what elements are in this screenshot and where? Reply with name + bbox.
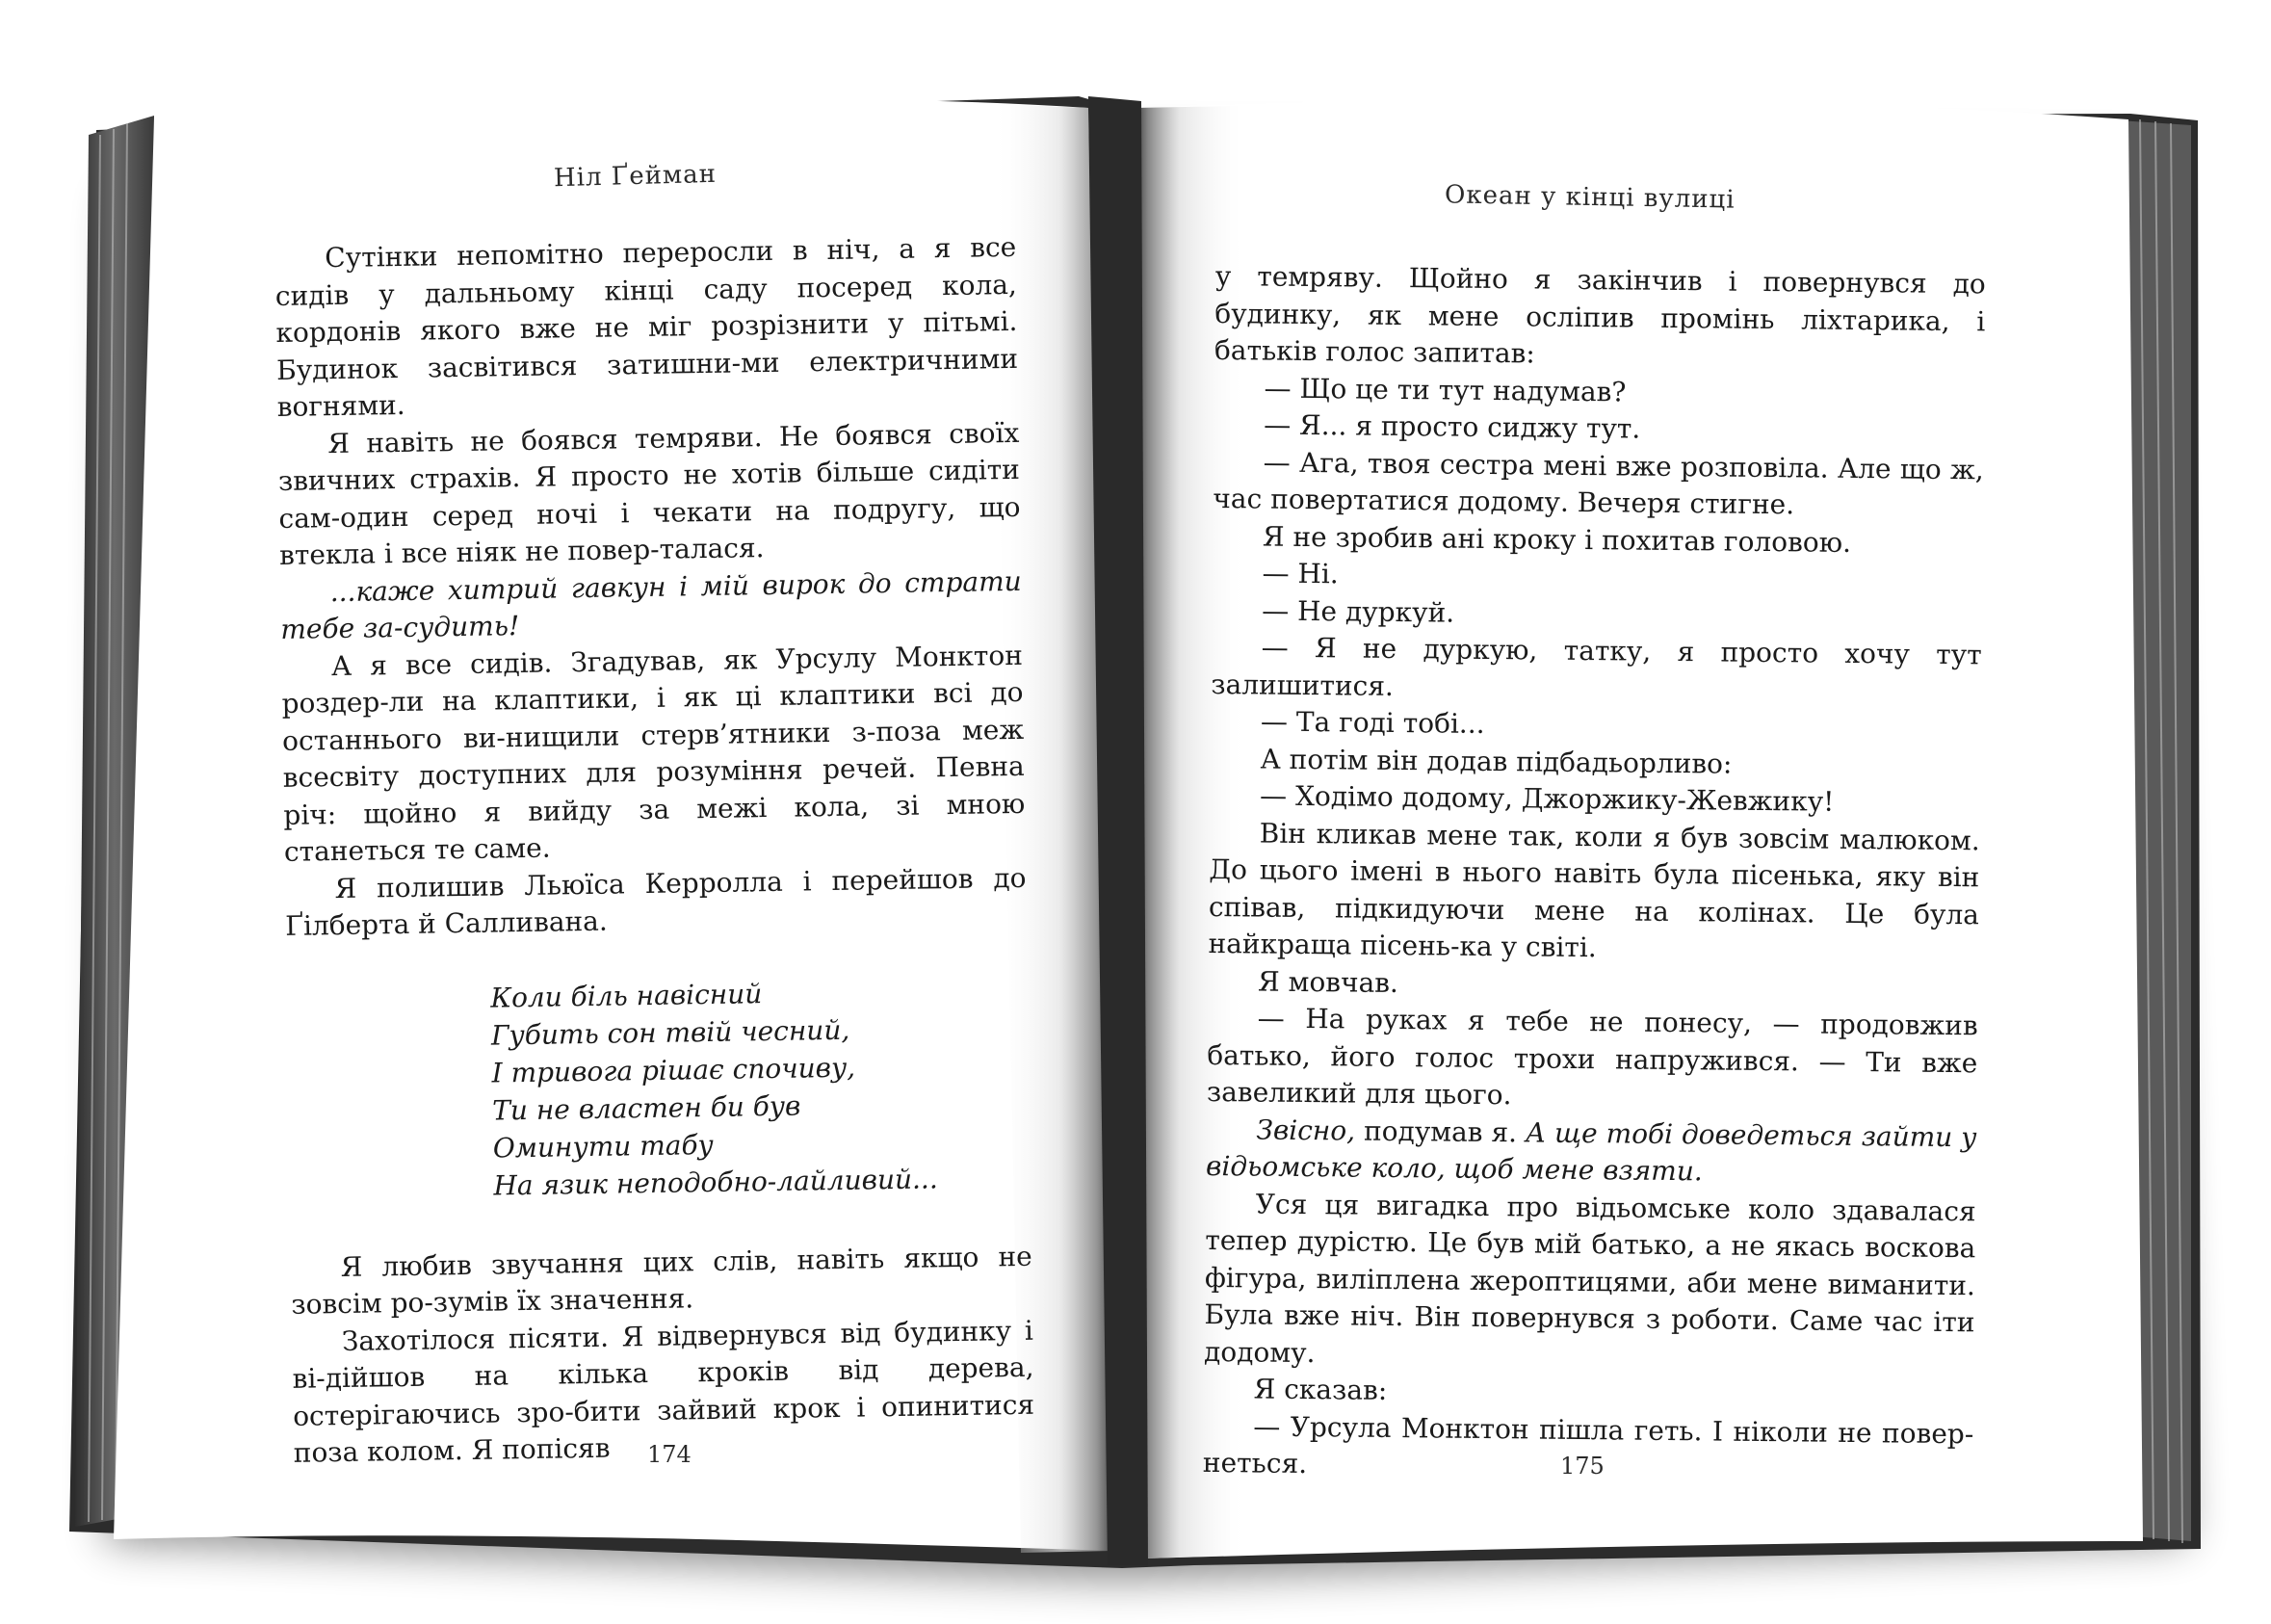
paragraph: — Я не дуркую, татку, я просто хочу тут залишитися. bbox=[1211, 631, 1982, 702]
left-page-body bbox=[274, 229, 1035, 1472]
verse-line: І тривога рішає спочиву, bbox=[491, 1051, 856, 1089]
paragraph: — Урсула Монктон пішла геть. І ніколи не повер-неться. bbox=[1202, 1409, 1974, 1480]
left-page-number: 174 bbox=[647, 1441, 692, 1468]
paragraph: А потім він додав підбадьорливо: bbox=[1260, 743, 1733, 780]
paragraph: ...каже хитрий гавкун і мій вирок до страти тебе за-судить! bbox=[280, 564, 1022, 645]
paragraph: — На руках я тебе не понесу, — продовжив батько, його голос трохи напружився. — Ти вже завеликий для цього. bbox=[1206, 1002, 1978, 1112]
paragraph: Він кликав мене так, коли я був зовсім малюком. До цього імені в нього навіть була пісенька, яку він співав, підкидуючи мене на колінах. Це була найкраща пісень-ка у світі. bbox=[1208, 817, 1980, 964]
right-page-header: Океан у кінці вулиці bbox=[1444, 180, 1736, 215]
paragraph: Захотілося пісяти. Я відвернувся від будинку і ві-дійшов на кілька кроків від дерева, остерігаючись зро-бити зайвий крок і опинитися поза колом. Я попісяв bbox=[292, 1314, 1035, 1469]
paragraph: — Ходімо додому, Джоржику-Жевжику! bbox=[1259, 779, 1835, 818]
verse-line: Ти не властен би був bbox=[491, 1089, 801, 1127]
paragraph-mixed bbox=[1206, 1111, 1977, 1192]
paragraph: — Я... я просто сиджу тут. bbox=[1264, 408, 1641, 445]
italic-text: А ще тобі доведеться зайти у відьомське коло, щоб мене взяти. bbox=[1205, 1115, 1977, 1188]
paragraph: Я мовчав. bbox=[1257, 965, 1399, 999]
paragraph: Я полишив Льюїса Керролла і перейшов до Ґілберта й Салливана. bbox=[284, 861, 1027, 942]
verse-line: Оминути табу bbox=[492, 1128, 715, 1165]
verse-line: На язик неподобно-лайливий... bbox=[493, 1162, 938, 1202]
right-page-number: 175 bbox=[1560, 1453, 1605, 1480]
right-page-body bbox=[1203, 258, 1986, 1490]
paragraph: у темряву. Щойно я закінчив і повернувся до будинку, як мене осліпив промінь ліхтарика, і батьків голос запитав: bbox=[1214, 259, 1986, 370]
paragraph: — Не дуркуй. bbox=[1262, 594, 1455, 629]
paragraph: Я любив звучання цих слів, навіть якщо не зовсім ро-зумів їх значення. bbox=[291, 1240, 1032, 1321]
left-page-header: Ніл Ґейман bbox=[553, 159, 718, 194]
paragraph: А я все сидів. Згадував, як Урсулу Монктон роздер-ли на клаптики, і як ці клаптики всі до останнього ви-нищили стерв’ятники з-поза меж всесвіту доступних для розуміння речей. Певна річ: щойно я вийду за межі кола, зі мною станеться те саме. bbox=[281, 639, 1026, 868]
paragraph: Я сказав: bbox=[1253, 1373, 1388, 1406]
verse-block bbox=[490, 970, 1031, 1204]
paragraph: — Ага, твоя сестра мені вже розповіла. Але що ж, час повертатися додому. Вечеря стигне. bbox=[1213, 446, 1984, 521]
paragraph: Я навіть не боявся темряви. Не боявся своїх звичних страхів. Я просто не хотів більше сидіти сам-один серед ночі і чекати на подругу, що втекла і все ніяк не повер-талася. bbox=[277, 416, 1021, 571]
verse-line: Губить сон твій чесний, bbox=[490, 1013, 850, 1052]
paragraph: — Та годі тобі... bbox=[1260, 705, 1485, 740]
paragraph: Уся ця вигадка про відьомське коло здавалася тепер дурістю. Це був мій батько, а не якась воскова фігура, виліплена жероптицями, аби мене виманити. Була вже ніч. Він повернувся з роботи. Саме час іти додому. bbox=[1203, 1187, 1976, 1369]
paragraph: Сутінки непомітно переросли в ніч, а я все сидів у дальньому кінці саду посеред кола, кордонів якого вже не міг розрізнити у пітьмі. Будинок засвітився затишни-ми електричними вогнями. bbox=[274, 230, 1019, 423]
paragraph: Я не зробив ані кроку і похитав головою. bbox=[1262, 520, 1852, 559]
italic-text: Звісно, bbox=[1256, 1113, 1356, 1147]
plain-text: подумав я. bbox=[1354, 1114, 1527, 1148]
paragraph: — Ні. bbox=[1262, 557, 1339, 590]
paragraph: — Що це ти тут надумав? bbox=[1264, 372, 1627, 407]
verse-line: Коли біль навісний bbox=[490, 977, 763, 1014]
